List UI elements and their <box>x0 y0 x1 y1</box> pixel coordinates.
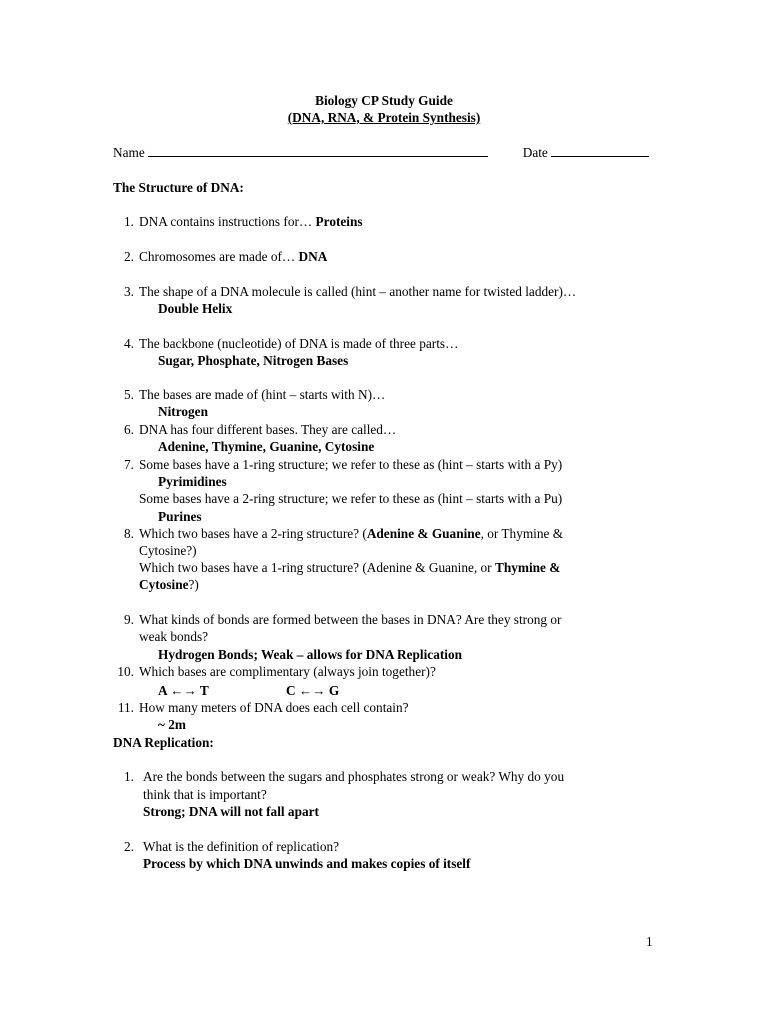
answer-5: Nitrogen <box>158 404 208 419</box>
question-4: The backbone (nucleotide) of DNA is made of three parts… <box>139 336 459 351</box>
name-blank-line <box>148 144 488 157</box>
question-number: 9. <box>124 612 134 627</box>
answer-8a: Adenine & Guanine <box>366 526 481 541</box>
question-number: 11. <box>117 700 134 715</box>
question-8-line-3: Which two bases have a 1-ring structure? (Adenine & Guanine, or Thymine & <box>139 560 561 575</box>
question-8-line-1: Which two bases have a 2-ring structure? (Adenine & Guanine, or Thymine & <box>139 526 564 541</box>
question-5: The bases are made of (hint – starts with N)… <box>139 387 386 402</box>
answer-11: ~ 2m <box>158 717 186 732</box>
answer-8b: Thymine & <box>494 560 561 575</box>
replication-answer-2: Process by which DNA unwinds and makes copies of itself <box>143 856 471 871</box>
question-8-line-2: Cytosine?) <box>139 543 197 558</box>
date-blank-line <box>551 144 649 157</box>
question-number: 3. <box>124 284 134 299</box>
question-number: 2. <box>124 839 134 854</box>
question-9-line-2: weak bonds? <box>139 629 209 644</box>
question-10: Which bases are complimentary (always join together)? <box>139 664 436 679</box>
answer-10-pair-2: C ←→ G <box>286 683 340 698</box>
answer-4: Sugar, Phosphate, Nitrogen Bases <box>158 353 349 368</box>
question-number: 8. <box>124 526 134 541</box>
question-number: 4. <box>124 336 134 351</box>
question-3: The shape of a DNA molecule is called (hint – another name for twisted ladder)… <box>139 284 577 299</box>
answer-1: Proteins <box>315 214 363 229</box>
question-6: DNA has four different bases. They are called… <box>139 422 397 437</box>
answer-10-pair-1: A ←→ T <box>158 683 209 698</box>
replication-question-1-line-2: think that is important? <box>143 787 267 802</box>
question-number: 7. <box>124 457 134 472</box>
question-number: 1. <box>124 769 134 784</box>
question-8-line-4: Cytosine?) <box>139 577 199 592</box>
document-subtitle: (DNA, RNA, & Protein Synthesis) <box>287 110 481 125</box>
section-heading-structure: The Structure of DNA: <box>113 180 244 195</box>
date-label: Date <box>522 145 548 160</box>
replication-question-1-line-1: Are the bonds between the sugars and phosphates strong or weak? Why do you <box>143 769 565 784</box>
answer-3: Double Helix <box>158 301 233 316</box>
answer-2: DNA <box>298 249 328 264</box>
document-title: Biology CP Study Guide <box>315 93 453 108</box>
question-number: 5. <box>124 387 134 402</box>
question-7b: Some bases have a 2-ring structure; we refer to these as (hint – starts with a Pu) <box>139 491 563 506</box>
answer-7b: Purines <box>158 509 202 524</box>
question-number: 6. <box>124 422 134 437</box>
page-number: 1 <box>646 934 653 949</box>
replication-question-2: What is the definition of replication? <box>143 839 340 854</box>
answer-7a: Pyrimidines <box>158 474 227 489</box>
answer-6: Adenine, Thymine, Guanine, Cytosine <box>158 439 375 454</box>
question-number: 1. <box>124 214 134 229</box>
question-9-line-1: What kinds of bonds are formed between the bases in DNA? Are they strong or <box>139 612 562 627</box>
name-date-row <box>113 144 649 161</box>
question-7a: Some bases have a 1-ring structure; we refer to these as (hint – starts with a Py) <box>139 457 563 472</box>
name-label: Name <box>113 145 145 160</box>
question-number: 10. <box>117 664 134 679</box>
replication-answer-1: Strong; DNA will not fall apart <box>143 804 319 819</box>
question-2: Chromosomes are made of… DNA <box>139 249 328 264</box>
section-heading-replication: DNA Replication: <box>113 735 214 750</box>
question-11: How many meters of DNA does each cell contain? <box>139 700 409 715</box>
question-1: DNA contains instructions for… Proteins <box>139 214 363 229</box>
answer-9: Hydrogen Bonds; Weak – allows for DNA Replication <box>158 647 463 662</box>
question-number: 2. <box>124 249 134 264</box>
